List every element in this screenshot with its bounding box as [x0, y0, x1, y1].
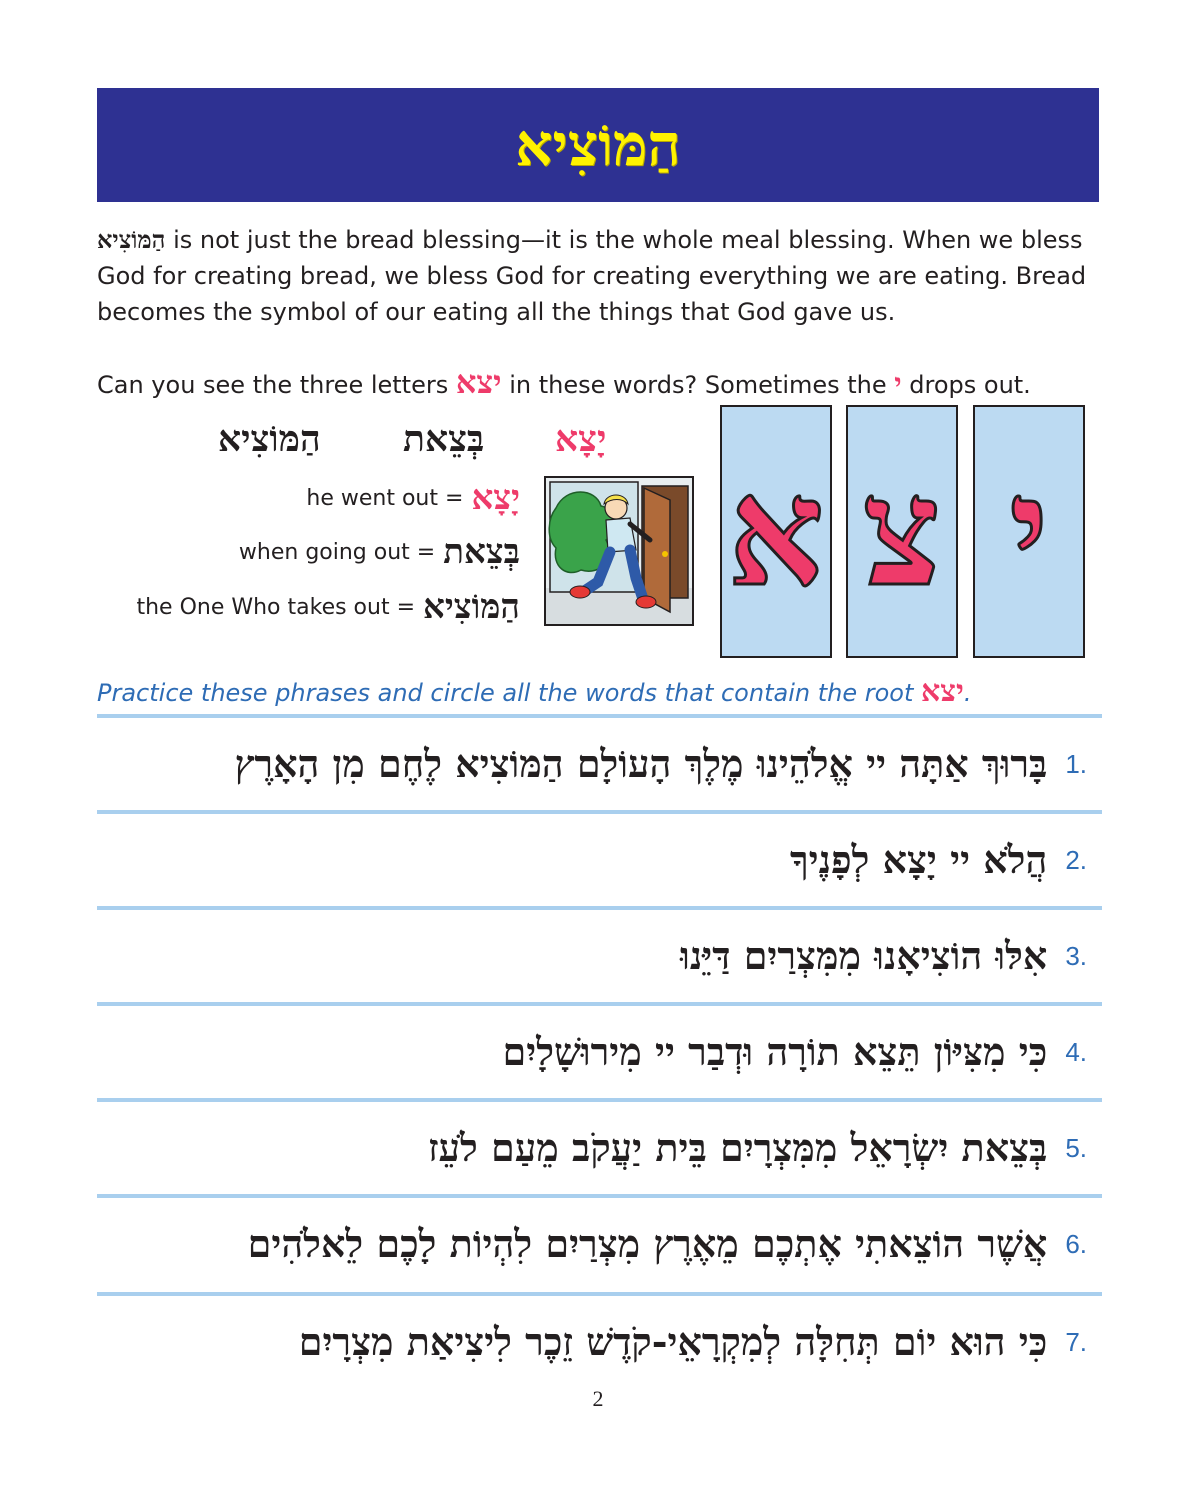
- definition-english: when going out =: [238, 539, 436, 565]
- definition-english: the One Who takes out =: [136, 594, 416, 620]
- definition-hebrew: הַמּוֹצִיא: [423, 587, 520, 627]
- question-after: drops out.: [901, 371, 1031, 399]
- boy-door-image: [546, 478, 692, 624]
- phrase-text: הֲלֹא יי יָצָא לְפָנֶיךָ: [789, 837, 1048, 882]
- phrase-text: בָּרוּךְ אַתָּה יי אֱלֹהֵינוּ מֶלֶךְ הָעוֹלָם הַמּוֹצִיא לֶחֶם מִן הָאָרֶץ: [234, 741, 1048, 786]
- question-line: [97, 362, 1097, 405]
- question-root: יצא: [455, 363, 502, 401]
- page-number: 2: [592, 1386, 604, 1411]
- phrase-row-3: [97, 910, 1087, 1002]
- phrase-row-2: [97, 814, 1087, 906]
- letter-tile-alef: א: [720, 405, 832, 658]
- definition-row-1: [306, 474, 520, 522]
- intro-hebrew-word: הַמּוֹצִיא: [97, 225, 166, 254]
- phrase-text: בְּצֵאת יִשְׂרָאֵל מִמִּצְרָיִם בֵּית יַעֲקֹב מֵעַם לֹעֵז: [427, 1125, 1048, 1170]
- letter-tile-tsadi: צ: [846, 405, 958, 658]
- question-before: Can you see the three letters: [97, 371, 456, 399]
- definition-row-3: [136, 583, 520, 631]
- definition-hebrew: יָצָא: [471, 478, 520, 518]
- phrase-text: כִּי הוּא יוֹם תְּחִלָּה לְמִקְרָאֵי-קֹדֶשׁ זֵכֶר לִיצִיאַת מִצְרָיִם: [298, 1319, 1048, 1364]
- instruction-text: Practice these phrases and circle all the words that contain the root: [97, 679, 921, 707]
- definition-row-2: [239, 528, 520, 576]
- phrase-text: אֲשֶׁר הוֹצֵאתִי אֶתְכֶם מֵאֶרֶץ מִצְרַיִם לִהְיוֹת לָכֶם לֵאלֹהִים: [247, 1221, 1048, 1266]
- instruction-root: יצא: [921, 674, 964, 709]
- phrase-text: כִּי מִצִּיּוֹן תֵּצֵא תוֹרָה וּדְבַר יי מִירוּשָׁלָיִם: [502, 1029, 1048, 1074]
- phrase-row-7: [97, 1296, 1087, 1388]
- intro-text: is not just the bread blessing—it is the whole meal blessing. When we bless God for creating bread, we bless God for creating everything we are eating. Bread becomes the symbol of our eating all the things that God gave us.: [97, 226, 1087, 326]
- question-yod: י: [894, 367, 902, 400]
- phrase-number: 5.: [1065, 1132, 1087, 1163]
- page-title: הַמּוֹצִיא: [515, 111, 681, 179]
- practice-instruction: Practice these phrases and circle all the words that contain the root יצא.: [97, 674, 972, 709]
- phrase-number: 3.: [1065, 940, 1087, 971]
- intro-paragraph: [97, 222, 1097, 330]
- phrase-text: אִלּוּ הוֹצִיאָנוּ מִמִּצְרַיִם דַּיֵּנוּ: [680, 933, 1048, 978]
- letter-tile-yod: י: [973, 405, 1085, 658]
- example-word-3: הַמּוֹצִיא: [218, 418, 321, 460]
- question-middle: in these words? Sometimes the: [501, 371, 895, 399]
- definition-english: he went out =: [306, 485, 464, 511]
- example-word-1: יָצָא: [555, 418, 607, 460]
- phrase-row-6: [97, 1198, 1087, 1290]
- phrase-number: 1.: [1065, 748, 1087, 779]
- phrase-row-4: [97, 1006, 1087, 1098]
- title-banner: [97, 88, 1099, 202]
- boy-leaving-illustration: [544, 476, 694, 626]
- phrase-number: 6.: [1065, 1228, 1087, 1259]
- example-word-2: בְּצֵאת: [403, 418, 485, 460]
- phrase-number: 2.: [1065, 844, 1087, 875]
- phrase-number: 4.: [1065, 1036, 1087, 1067]
- phrase-row-1: [97, 718, 1087, 810]
- definition-hebrew: בְּצֵאת: [443, 532, 520, 572]
- phrase-row-5: [97, 1102, 1087, 1194]
- phrase-number: 7.: [1065, 1326, 1087, 1357]
